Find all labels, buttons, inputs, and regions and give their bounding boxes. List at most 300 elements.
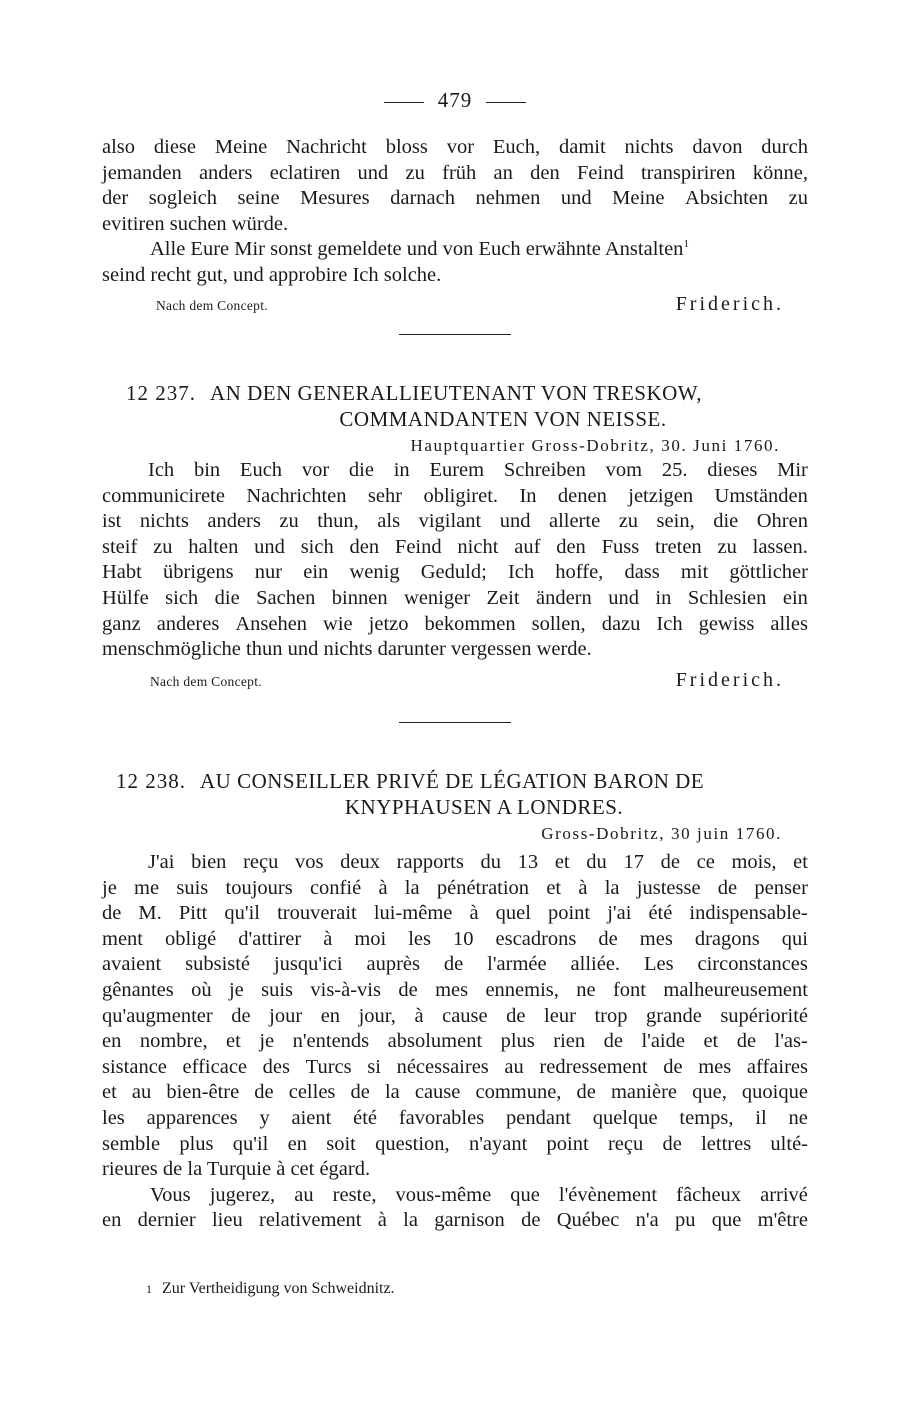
word: der bbox=[102, 187, 129, 210]
word: und bbox=[254, 535, 285, 558]
word: binnen bbox=[331, 586, 388, 609]
text-line: rieures de la Turquie à cet égard. bbox=[102, 1158, 371, 1181]
word: subsisté bbox=[185, 953, 251, 976]
word: de bbox=[660, 851, 680, 873]
word: zu bbox=[279, 510, 299, 533]
word: escadrons bbox=[495, 927, 577, 950]
word: wie bbox=[323, 612, 353, 635]
word: nécessaires bbox=[396, 1055, 489, 1078]
word: vor bbox=[446, 136, 475, 158]
text-line: evitiren suchen würde. bbox=[102, 212, 289, 235]
word: de bbox=[102, 902, 122, 925]
word: qui bbox=[781, 927, 808, 950]
word: ne bbox=[576, 978, 596, 1001]
word: Schreiben bbox=[503, 459, 586, 481]
word: vis-à-vis bbox=[310, 978, 381, 1001]
word: Feind bbox=[394, 535, 442, 558]
word: allerte bbox=[548, 510, 601, 533]
word: de bbox=[254, 1081, 274, 1104]
word: plus bbox=[179, 1132, 214, 1155]
word: gewiss bbox=[698, 612, 755, 635]
word: und bbox=[608, 586, 639, 609]
word: indispensable- bbox=[689, 902, 808, 925]
word: nichts bbox=[139, 510, 189, 533]
word: redressement bbox=[539, 1055, 648, 1078]
word: könne, bbox=[752, 161, 808, 184]
word: de bbox=[717, 876, 738, 899]
word: que, bbox=[692, 1081, 727, 1104]
word: penser bbox=[754, 876, 808, 899]
word: quel bbox=[495, 902, 531, 925]
letter-12238 bbox=[102, 768, 808, 1234]
word: also bbox=[102, 136, 136, 158]
page-header bbox=[102, 88, 808, 113]
word: à bbox=[378, 876, 388, 899]
word: sogleich bbox=[148, 187, 218, 210]
word: été bbox=[353, 1106, 378, 1129]
letter-body-2 bbox=[102, 1183, 808, 1234]
word: à bbox=[323, 927, 333, 950]
word: que bbox=[510, 1183, 540, 1206]
word: efficace bbox=[182, 1055, 248, 1078]
word: de bbox=[662, 1132, 682, 1155]
word: la bbox=[404, 876, 420, 899]
word: de bbox=[231, 1004, 251, 1027]
word: si bbox=[367, 1055, 381, 1078]
word: supériorité bbox=[720, 1004, 808, 1027]
word: an bbox=[493, 161, 513, 184]
word: pénétration bbox=[436, 876, 530, 899]
word: ment bbox=[102, 927, 143, 950]
word: Ohren bbox=[756, 510, 808, 533]
word: zu bbox=[618, 510, 639, 533]
word: jetzigen bbox=[628, 484, 694, 507]
word: Ich bbox=[148, 459, 175, 481]
word: jour, bbox=[358, 1004, 396, 1027]
text-line: menschmögliche thun und nichts darunter vergessen werde. bbox=[102, 638, 592, 661]
page-number: 479 bbox=[437, 88, 473, 112]
word: malheureusement bbox=[663, 978, 808, 1001]
word: deux bbox=[340, 851, 381, 873]
word: zu bbox=[405, 161, 425, 184]
word: de bbox=[603, 1030, 623, 1053]
word: de bbox=[506, 1004, 526, 1027]
word: du bbox=[480, 851, 502, 873]
word: avaient bbox=[102, 953, 162, 976]
word: sich bbox=[300, 535, 334, 558]
word: sollen, bbox=[531, 612, 586, 635]
word: l'évènement bbox=[558, 1183, 658, 1206]
letter-heading bbox=[102, 768, 808, 820]
word: mois, bbox=[731, 851, 777, 873]
word: quoique bbox=[741, 1081, 808, 1104]
text-line: seind recht gut, und approbire Ich solche. bbox=[102, 263, 442, 286]
word: lui-même bbox=[373, 902, 453, 925]
word: nombre, bbox=[139, 1030, 208, 1053]
word: ce bbox=[696, 851, 715, 873]
word: à bbox=[578, 876, 588, 899]
word: anders bbox=[198, 161, 253, 184]
word: pu bbox=[674, 1209, 696, 1232]
word: les bbox=[408, 927, 432, 950]
dateline: Hauptquartier Gross-Dobritz, 30. Juni 1760. bbox=[410, 436, 780, 455]
letter-title-line1: AN DEN GENERALLIEUTENANT VON TRESKOW, bbox=[210, 381, 702, 405]
word: gênantes bbox=[102, 978, 174, 1001]
word: semble bbox=[102, 1132, 161, 1155]
word: cause bbox=[414, 1081, 461, 1104]
word: vigilant bbox=[418, 510, 482, 533]
footnote-text: Zur Vertheidigung von Schweidnitz. bbox=[162, 1280, 395, 1297]
word: in bbox=[393, 459, 410, 481]
word: d'attirer bbox=[238, 927, 302, 950]
word: Absichten bbox=[685, 187, 769, 210]
word: Meine bbox=[214, 136, 268, 158]
word: du bbox=[586, 851, 607, 873]
word: vos bbox=[295, 851, 324, 873]
word: und bbox=[357, 161, 389, 184]
word: Hülfe bbox=[102, 586, 149, 609]
word: ist bbox=[102, 510, 122, 533]
letter-body bbox=[102, 458, 808, 663]
word: sistance bbox=[102, 1055, 167, 1078]
word: darnach bbox=[390, 187, 455, 210]
word: transpiriren bbox=[640, 161, 736, 184]
word: rien bbox=[553, 1030, 586, 1053]
word: mes bbox=[698, 1055, 732, 1078]
word: Pitt bbox=[178, 902, 208, 925]
letter-number: 12 238. bbox=[116, 769, 186, 793]
word: suis bbox=[176, 876, 209, 899]
word: à bbox=[469, 902, 479, 925]
word: m'être bbox=[757, 1209, 808, 1232]
word: et bbox=[546, 876, 562, 899]
word: mes bbox=[435, 978, 469, 1001]
word: nur bbox=[254, 561, 283, 584]
word: y bbox=[259, 1106, 270, 1129]
word: quelque bbox=[592, 1106, 658, 1129]
word: Meine bbox=[612, 187, 665, 210]
word: nichts bbox=[624, 136, 674, 158]
word: Sachen bbox=[256, 586, 316, 609]
signature: Friderich. bbox=[675, 292, 784, 315]
word: bien bbox=[191, 851, 227, 873]
word: qu'augmenter bbox=[102, 1004, 213, 1027]
word: die bbox=[348, 459, 374, 481]
word: halten bbox=[188, 535, 239, 558]
word: été bbox=[648, 902, 673, 925]
word: affaires bbox=[746, 1055, 808, 1078]
word: dazu bbox=[601, 612, 641, 635]
word: de bbox=[521, 1209, 541, 1232]
word: cause bbox=[442, 1004, 488, 1027]
word: ne bbox=[788, 1106, 808, 1129]
word: Turcs bbox=[305, 1055, 352, 1078]
letter-title-line2: COMMANDANTEN VON NEISSE. bbox=[339, 407, 667, 431]
word: la bbox=[384, 1081, 400, 1104]
footnote-ref: 1 bbox=[683, 238, 689, 251]
word: alliée. bbox=[570, 953, 621, 976]
word: bloss bbox=[385, 136, 428, 158]
word: favorables bbox=[398, 1106, 485, 1129]
word: fâcheux bbox=[676, 1183, 742, 1206]
word: davon bbox=[692, 136, 743, 158]
word: au bbox=[294, 1183, 314, 1206]
word: zu bbox=[153, 535, 173, 558]
word: bien-être bbox=[166, 1081, 240, 1104]
intro-closing bbox=[102, 293, 808, 316]
word: damit bbox=[559, 136, 606, 158]
word: point bbox=[546, 1132, 589, 1155]
word: J'ai bbox=[148, 851, 175, 873]
word: n'a bbox=[635, 1209, 659, 1232]
word: me bbox=[134, 876, 160, 899]
word: Québec bbox=[556, 1209, 620, 1232]
word: dernier bbox=[137, 1209, 196, 1232]
word: lassen. bbox=[752, 535, 808, 558]
word: je bbox=[228, 978, 244, 1001]
word: Ich bbox=[507, 561, 535, 584]
word: reçu bbox=[607, 1132, 644, 1155]
word: Eurem bbox=[429, 459, 485, 481]
word: de bbox=[598, 927, 618, 950]
word: communicirete bbox=[102, 484, 225, 507]
word: manière bbox=[610, 1081, 677, 1104]
word: obligé bbox=[165, 927, 217, 950]
word: n'ayant bbox=[468, 1132, 528, 1155]
word: où bbox=[191, 978, 212, 1001]
word: den bbox=[556, 535, 586, 558]
word: wenig bbox=[349, 561, 400, 584]
word: anders bbox=[207, 510, 261, 533]
word: commune, bbox=[475, 1081, 562, 1104]
word: mes bbox=[639, 927, 673, 950]
word: en bbox=[320, 1004, 341, 1027]
word: point bbox=[547, 902, 591, 925]
word: Vous bbox=[150, 1183, 191, 1206]
word: la bbox=[403, 1209, 418, 1232]
text-line: Alle Eure Mir sonst gemeldete und von Euch erwähnte Anstalten bbox=[150, 238, 684, 261]
word: 17 bbox=[623, 851, 644, 873]
intro-paragraph-2 bbox=[102, 237, 808, 288]
word: früh bbox=[442, 161, 477, 184]
word: Ansehen bbox=[235, 612, 308, 635]
word: seine bbox=[237, 187, 280, 210]
word: de bbox=[398, 978, 418, 1001]
word: bin bbox=[193, 459, 221, 481]
word: lettres bbox=[701, 1132, 752, 1155]
word: de bbox=[736, 1030, 757, 1053]
word: 10 bbox=[453, 927, 474, 950]
word: 25. bbox=[661, 459, 688, 481]
word: göttlicher bbox=[729, 561, 808, 584]
word: steif bbox=[102, 535, 138, 558]
word: jetzo bbox=[368, 612, 409, 635]
word: il bbox=[755, 1106, 767, 1129]
word: weniger bbox=[404, 586, 471, 609]
word: bekommen bbox=[424, 612, 516, 635]
word: und bbox=[499, 510, 531, 533]
word: et bbox=[703, 1030, 719, 1053]
word: qu'il bbox=[232, 1132, 269, 1155]
word: leur bbox=[544, 1004, 576, 1027]
word: en bbox=[102, 1030, 122, 1053]
word: obligiret. bbox=[423, 484, 499, 507]
word: jour bbox=[269, 1004, 303, 1027]
word: l'armée bbox=[487, 953, 547, 976]
dateline: Gross-Dobritz, 30 juin 1760. bbox=[541, 824, 782, 843]
letter-body bbox=[102, 850, 808, 1183]
word: je bbox=[259, 1030, 275, 1053]
word: dragons bbox=[694, 927, 760, 950]
word: dieses bbox=[707, 459, 758, 481]
word: et bbox=[793, 851, 808, 873]
word: eclatiren bbox=[269, 161, 341, 184]
word: ulté- bbox=[770, 1132, 808, 1155]
word: auprès bbox=[366, 953, 420, 976]
word: en bbox=[102, 1209, 122, 1232]
word: temps, bbox=[679, 1106, 734, 1129]
footnote bbox=[146, 1280, 395, 1298]
word: sich bbox=[165, 586, 199, 609]
word: übrigens bbox=[163, 561, 234, 584]
word: Zeit bbox=[486, 586, 520, 609]
word: circonstances bbox=[697, 953, 808, 976]
word: jusqu'ici bbox=[273, 953, 343, 976]
word: treten bbox=[655, 535, 702, 558]
word: denen bbox=[557, 484, 607, 507]
word: à bbox=[377, 1209, 387, 1232]
word: ein bbox=[782, 586, 808, 609]
word: dass bbox=[624, 561, 660, 584]
word: en bbox=[287, 1132, 307, 1155]
word: Feind bbox=[577, 161, 624, 184]
word: vom bbox=[605, 459, 643, 481]
word: reçu bbox=[243, 851, 279, 873]
word: des bbox=[262, 1055, 290, 1078]
word: alles bbox=[770, 612, 808, 635]
word: durch bbox=[761, 136, 808, 158]
word: thun, bbox=[317, 510, 359, 533]
intro-section bbox=[102, 135, 808, 316]
word: à bbox=[414, 1004, 424, 1027]
word: anderes bbox=[156, 612, 220, 635]
word: de bbox=[663, 1055, 683, 1078]
word: au bbox=[504, 1055, 524, 1078]
word: n'entends bbox=[292, 1030, 370, 1053]
header-rule-right bbox=[486, 102, 526, 103]
word: M. bbox=[138, 902, 162, 925]
word: aient bbox=[291, 1106, 332, 1129]
source-note: Nach dem Concept. bbox=[150, 673, 262, 689]
word: soit bbox=[326, 1132, 356, 1155]
footnote-mark: 1 bbox=[146, 1282, 152, 1296]
word: ein bbox=[303, 561, 329, 584]
word: l'aide bbox=[641, 1030, 685, 1053]
word: suis bbox=[261, 978, 294, 1001]
word: j'ai bbox=[607, 902, 632, 925]
word: arrivé bbox=[760, 1183, 808, 1206]
word: nehmen bbox=[475, 187, 541, 210]
word: in bbox=[655, 586, 672, 609]
word: Fuss bbox=[601, 535, 640, 558]
word: moi bbox=[354, 927, 387, 950]
word: et bbox=[102, 1081, 117, 1104]
word: au bbox=[131, 1081, 152, 1104]
word: nicht bbox=[457, 535, 499, 558]
word: ganz bbox=[102, 612, 141, 635]
word: font bbox=[612, 978, 647, 1001]
word: Les bbox=[643, 953, 674, 976]
word: vor bbox=[301, 459, 330, 481]
word: als bbox=[377, 510, 401, 533]
source-note: Nach dem Concept. bbox=[156, 297, 268, 313]
word: de bbox=[576, 1081, 596, 1104]
word: pendant bbox=[506, 1106, 571, 1129]
word: auf bbox=[514, 535, 541, 558]
letter-closing bbox=[102, 669, 808, 692]
word: jugerez, bbox=[209, 1183, 276, 1206]
word: que bbox=[711, 1209, 742, 1232]
word: Nachricht bbox=[286, 136, 367, 158]
section-divider bbox=[399, 722, 511, 723]
word: Mir bbox=[777, 459, 808, 481]
word: l'as- bbox=[774, 1030, 808, 1053]
word: justesse bbox=[636, 876, 701, 899]
section-divider bbox=[399, 334, 511, 335]
word: zu bbox=[788, 187, 808, 210]
word: grande bbox=[646, 1004, 702, 1027]
word: hoffe, bbox=[555, 561, 604, 584]
word: die bbox=[713, 510, 739, 533]
word: confié bbox=[309, 876, 362, 899]
word: 13 bbox=[517, 851, 539, 873]
word: Schlesien bbox=[687, 586, 767, 609]
word: reste, bbox=[332, 1183, 377, 1206]
word: zu bbox=[717, 535, 737, 558]
word: sehr bbox=[367, 484, 403, 507]
letter-number: 12 237. bbox=[126, 381, 196, 405]
word: Geduld; bbox=[420, 561, 487, 584]
intro-paragraph bbox=[102, 135, 808, 237]
word: les bbox=[102, 1106, 125, 1129]
word: ennemis, bbox=[485, 978, 559, 1001]
word: de bbox=[443, 953, 464, 976]
word: jemanden bbox=[102, 161, 182, 184]
word: absolument bbox=[387, 1030, 483, 1053]
letter-heading bbox=[102, 380, 808, 432]
header-rule-left bbox=[384, 102, 424, 103]
word: trop bbox=[594, 1004, 628, 1027]
signature: Friderich. bbox=[675, 668, 784, 691]
word: mit bbox=[680, 561, 709, 584]
word: den bbox=[530, 161, 560, 184]
letter-title-line2: KNYPHAUSEN A LONDRES. bbox=[344, 795, 624, 819]
word: garnison bbox=[434, 1209, 505, 1232]
word: Euch, bbox=[492, 136, 541, 158]
word: de bbox=[350, 1081, 370, 1104]
word: qu'il bbox=[224, 902, 260, 925]
word: und bbox=[560, 187, 592, 210]
word: lieu bbox=[211, 1209, 243, 1232]
word: trouverait bbox=[277, 902, 357, 925]
word: apparences bbox=[146, 1106, 238, 1129]
word: sein, bbox=[656, 510, 695, 533]
word: Nachrichten bbox=[246, 484, 347, 507]
word: Ich bbox=[656, 612, 683, 635]
letter-12237 bbox=[102, 380, 808, 692]
word: toujours bbox=[225, 876, 293, 899]
word: diese bbox=[153, 136, 196, 158]
